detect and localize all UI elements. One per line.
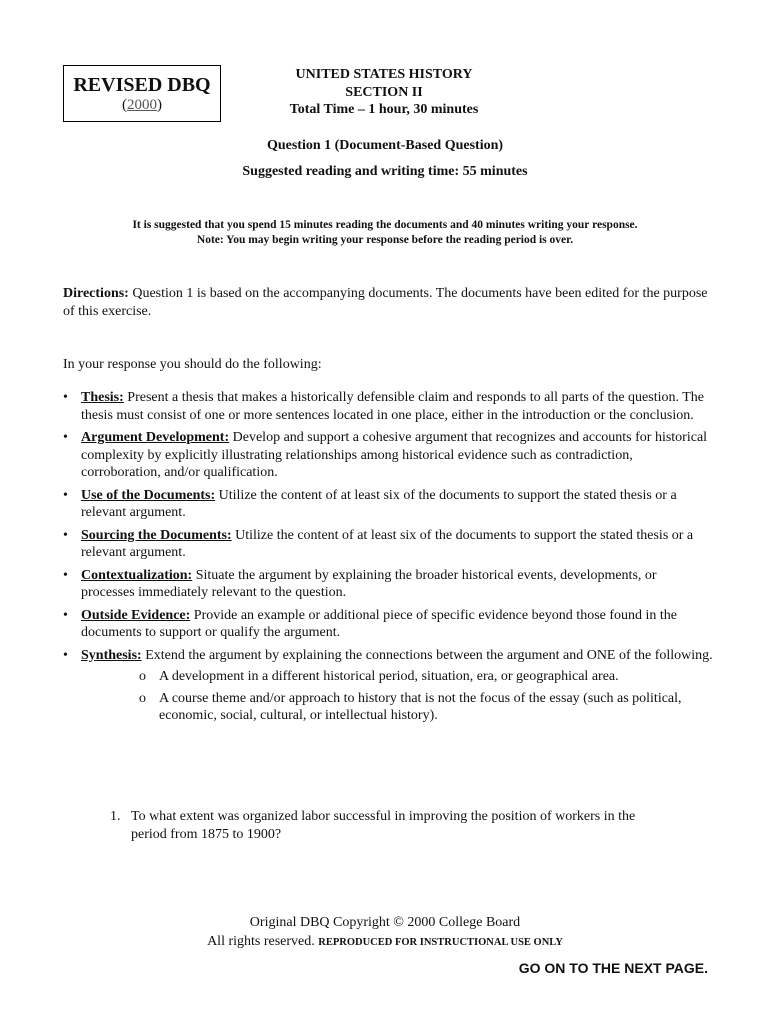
synthesis-option-text: A development in a different historical period, situation, era, or geographical area. — [159, 669, 619, 684]
requirement-sourcing-documents — [63, 527, 713, 562]
requirement-text: Develop and support a cohesive argument that recognizes and accounts for historical complexity by explicitly illustrating relationships among historical evidence such as contradiction, corroboration, and/or qualification. — [81, 430, 708, 480]
rights-line — [0, 934, 770, 950]
bullet-icon: • — [63, 527, 68, 543]
requirements-intro: In your response you should do the following: — [63, 357, 322, 372]
directions-text: Question 1 is based on the accompanying documents. The documents have been edited for the purpose of this exercise. — [63, 286, 708, 319]
circle-bullet-icon: o — [139, 690, 146, 706]
requirement-term: Synthesis: — [81, 647, 142, 663]
rights-text: All rights reserved. — [207, 934, 315, 949]
requirement-synthesis — [63, 647, 713, 725]
bullet-icon: • — [63, 390, 68, 405]
go-on-next-page: GO ON TO THE NEXT PAGE. — [518, 960, 708, 976]
synthesis-options-list — [139, 668, 713, 725]
requirement-outside-evidence — [63, 607, 713, 642]
requirement-text: Extend the argument by explaining the connections between the argument and ONE of the following. — [141, 647, 713, 663]
question-heading: Question 1 (Document-Based Question) — [266, 138, 504, 153]
directions-label: Directions: — [63, 286, 129, 301]
copyright-line: Original DBQ Copyright © 2000 College Board — [249, 915, 521, 930]
badge-year-close: ) — [157, 97, 162, 113]
bullet-icon: • — [63, 430, 68, 445]
bullet-icon: • — [63, 647, 68, 663]
requirements-list — [63, 389, 713, 730]
synthesis-option-text: A course theme and/or approach to history that is not the focus of the essay (such as political, economic, social, cultural, or intellectual history). — [159, 690, 682, 723]
synthesis-option — [139, 668, 713, 686]
directions-paragraph — [63, 285, 713, 320]
bullet-icon: • — [63, 607, 68, 623]
requirement-argument-development — [63, 429, 713, 482]
requirement-term: Contextualization: — [81, 567, 193, 583]
time-note-line-1: It is suggested that you spend 15 minutes reading the documents and 40 minutes writing your response. — [132, 219, 638, 231]
question-text: To what extent was organized labor successful in improving the position of workers in the period from 1875 to 1900? — [131, 809, 636, 842]
bullet-icon: • — [63, 567, 68, 583]
synthesis-option — [139, 690, 713, 725]
time-note-line-2: Note: You may begin writing your response before the reading period is over. — [196, 234, 574, 246]
badge-year-open: ( — [122, 97, 127, 113]
requirement-text: Utilize the content of at least six of the documents to support the stated thesis or a relevant argument. — [81, 527, 694, 560]
requirement-term: Sourcing the Documents: — [81, 527, 232, 543]
time-note — [0, 218, 770, 248]
suggested-time: Suggested reading and writing time: 55 minutes — [242, 164, 528, 179]
requirement-text: Present a thesis that makes a historically defensible claim and responds to all parts of the question. The thesis must consist of one or more sentences located in one place, either in the introduction or the conclusion. — [81, 390, 705, 423]
badge-year-line — [64, 96, 220, 114]
requirement-text: Situate the argument by explaining the broader historical events, developments, or processes immediately relevant to the question. — [81, 567, 657, 600]
requirement-text: Provide an example or additional piece of specific evidence beyond those found in the documents to support or qualify the argument. — [81, 607, 678, 640]
circle-bullet-icon: o — [139, 669, 146, 684]
requirement-contextualization — [63, 567, 713, 602]
requirement-term: Outside Evidence: — [81, 607, 191, 623]
exam-total-time: Total Time – 1 hour, 30 minutes — [289, 102, 479, 117]
badge-year: 2000 — [127, 97, 157, 113]
exam-section: SECTION II — [345, 84, 423, 100]
requirement-term: Use of the Documents: — [81, 487, 216, 503]
revised-dbq-badge — [63, 65, 221, 122]
requirement-term: Argument Development: — [81, 430, 230, 445]
requirement-text: Utilize the content of at least six of the documents to support the stated thesis or a relevant argument. — [81, 487, 677, 520]
requirement-thesis — [63, 389, 713, 424]
bullet-icon: • — [63, 487, 68, 503]
essay-question — [110, 808, 670, 843]
requirement-use-of-documents — [63, 487, 713, 522]
badge-title: REVISED DBQ — [73, 74, 211, 96]
exam-subject: UNITED STATES HISTORY — [295, 67, 473, 82]
rights-note: REPRODUCED FOR INSTRUCTIONAL USE ONLY — [318, 937, 563, 948]
requirement-term: Thesis: — [81, 390, 124, 405]
exam-header — [234, 66, 534, 119]
question-number: 1. — [110, 809, 121, 824]
